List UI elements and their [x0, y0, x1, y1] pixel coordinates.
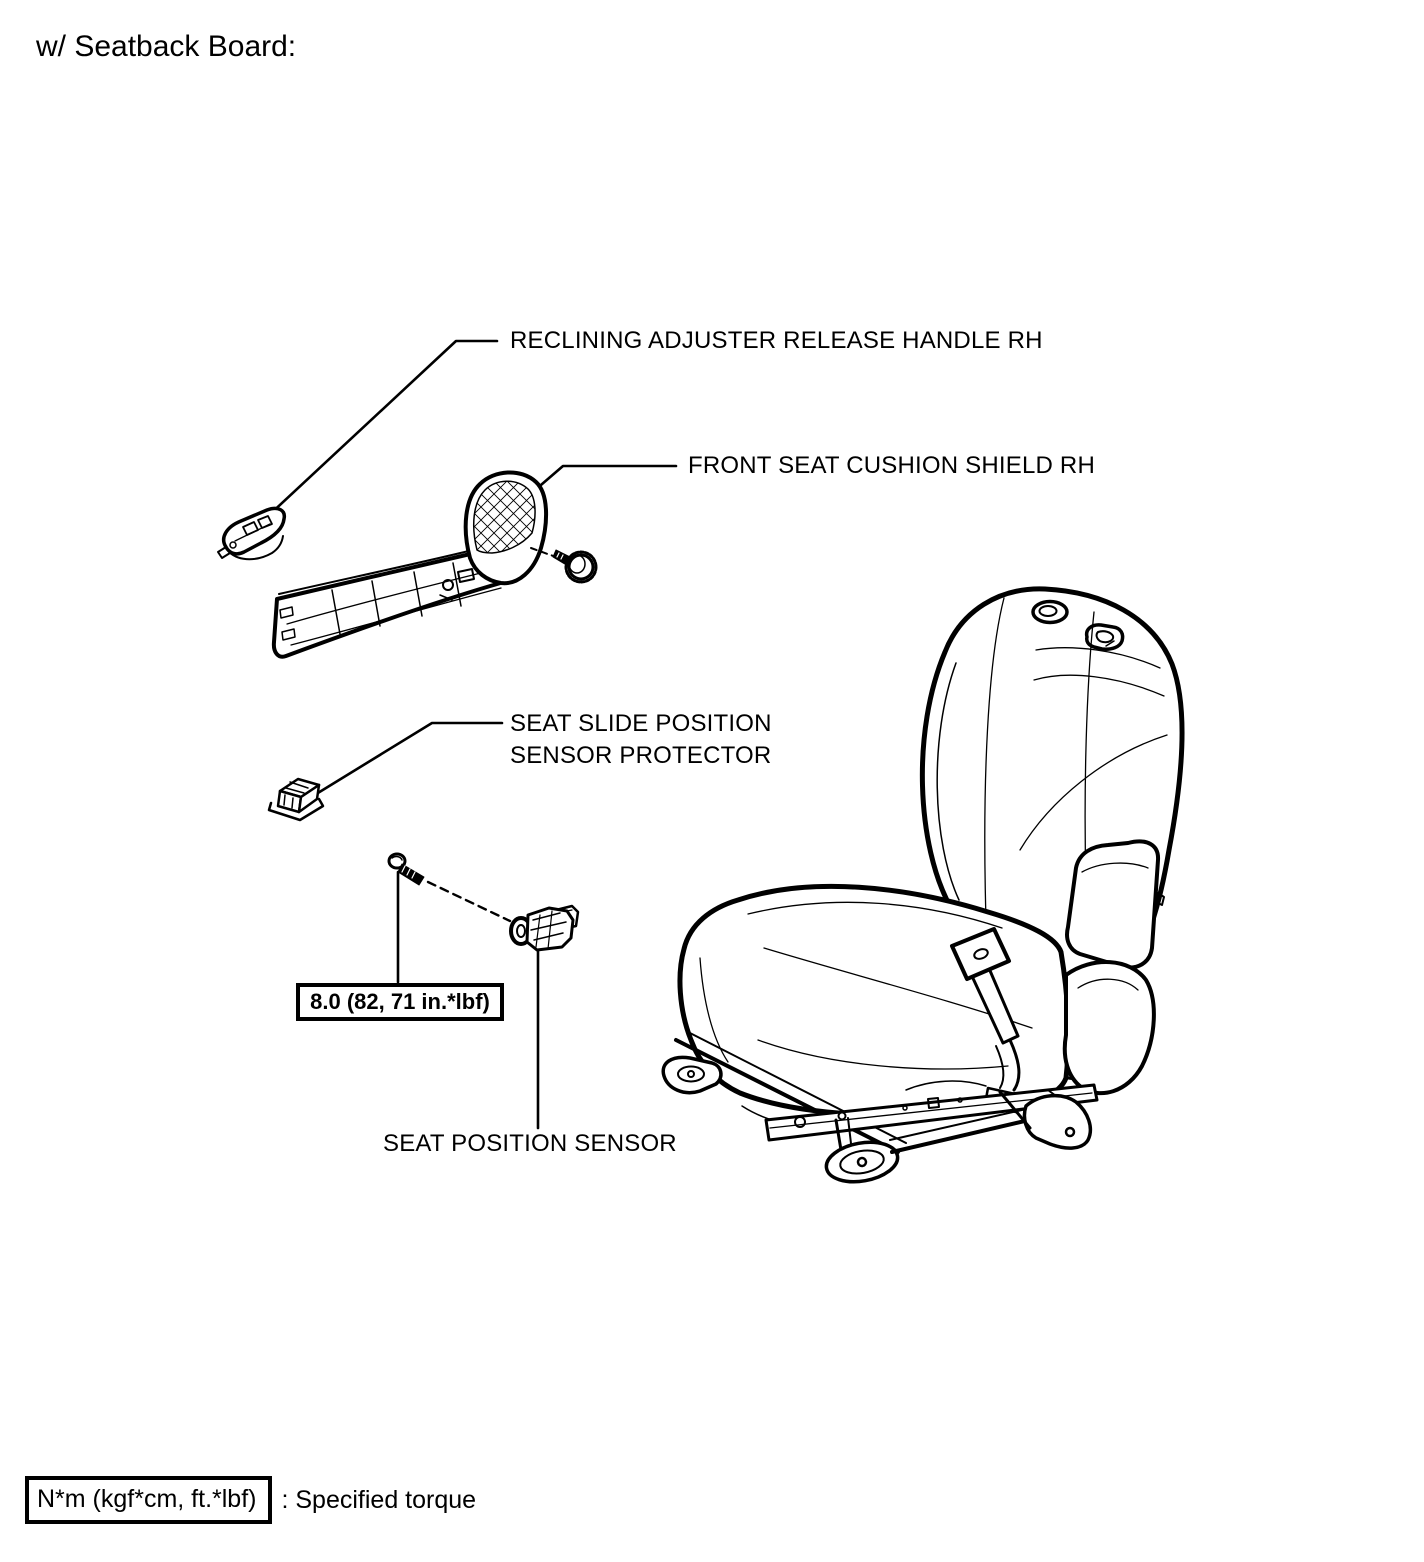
torque-spec-box: 8.0 (82, 71 in.*lbf) [296, 983, 504, 1021]
bolt-insertion-dashed-line [428, 882, 510, 921]
label-seat-slide-position-sensor-protector [510, 708, 772, 772]
seat-assembly-drawing [663, 589, 1182, 1187]
torque-legend [25, 1476, 476, 1524]
label-reclining-adjuster-release-handle: RECLINING ADJUSTER RELEASE HANDLE RH [510, 327, 1043, 354]
reclining-handle-part [218, 508, 284, 559]
sensor-protector-part [269, 779, 323, 820]
label-seat-position-sensor: SEAT POSITION SENSOR [383, 1130, 677, 1157]
page-title: w/ Seatback Board: [36, 30, 297, 63]
leader-line-cushion-shield [527, 466, 676, 497]
label-sensor-protector-line2: SENSOR PROTECTOR [510, 742, 772, 769]
legend-units-box: N*m (kgf*cm, ft.*lbf) [25, 1476, 272, 1524]
label-front-seat-cushion-shield: FRONT SEAT CUSHION SHIELD RH [688, 452, 1095, 479]
legend-description: : Specified torque [281, 1485, 477, 1514]
leader-line-sensor-protector [313, 723, 502, 796]
sensor-bolt-part [389, 854, 510, 921]
leader-line-reclining-handle [267, 341, 497, 517]
label-sensor-protector-line1: SEAT SLIDE POSITION [510, 710, 772, 737]
cushion-shield-part [274, 472, 596, 656]
seat-position-sensor-part [511, 906, 578, 950]
